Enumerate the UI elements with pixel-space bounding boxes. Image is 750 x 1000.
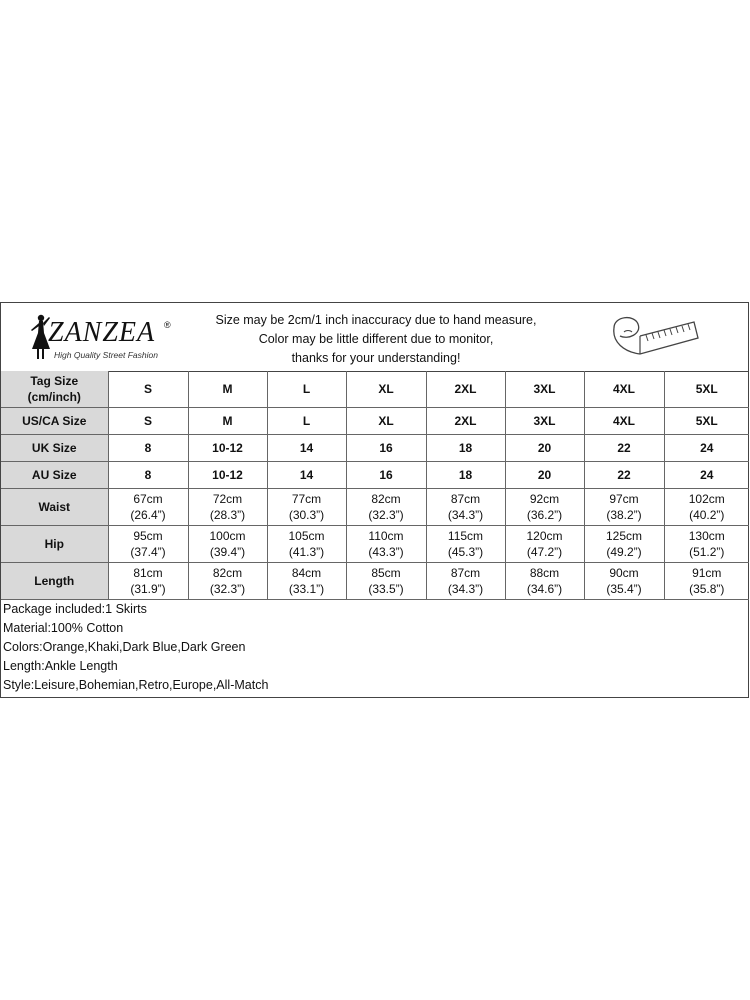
table-cell: 20 [505, 435, 584, 462]
table-cell: 5XL [664, 408, 749, 435]
info-line: Package included:1 Skirts [3, 602, 147, 616]
notice-line: thanks for your understanding! [291, 351, 461, 365]
table-cell: 87cm (34.3”) [426, 489, 505, 526]
brand-tagline: High Quality Street Fashion [54, 350, 158, 360]
row-label: US/CA Size [1, 408, 108, 435]
table-cell: 85cm (33.5”) [346, 563, 426, 600]
table-cell: XL [346, 408, 426, 435]
table-cell: L [267, 371, 346, 408]
table-cell: 82cm (32.3”) [188, 563, 267, 600]
table-cell: S [108, 371, 188, 408]
info-line: Style:Leisure,Bohemian,Retro,Europe,All-Match [3, 678, 269, 692]
size-chart-header [1, 303, 748, 372]
table-cell: 3XL [505, 408, 584, 435]
brand-name: ZANZEA [48, 317, 156, 348]
table-row [1, 489, 749, 526]
table-cell: 77cm (30.3”) [267, 489, 346, 526]
registered-mark: ® [164, 320, 171, 330]
info-line: Material:100% Cotton [3, 621, 124, 635]
table-cell: XL [346, 371, 426, 408]
info-line: Colors:Orange,Khaki,Dark Blue,Dark Green [3, 640, 246, 654]
brand-logo [28, 311, 188, 366]
table-cell: 84cm (33.1”) [267, 563, 346, 600]
table-cell: 87cm (34.3”) [426, 563, 505, 600]
table-cell: 88cm (34.6”) [505, 563, 584, 600]
table-row [1, 408, 749, 435]
table-row [1, 462, 749, 489]
row-label: Tag Size (cm/inch) [1, 371, 108, 408]
table-cell: 14 [267, 435, 346, 462]
table-row [1, 371, 749, 408]
table-cell: 16 [346, 462, 426, 489]
table-cell: 5XL [664, 371, 749, 408]
table-cell: S [108, 408, 188, 435]
table-cell: 95cm (37.4”) [108, 526, 188, 563]
product-info [1, 600, 748, 695]
table-row [1, 526, 749, 563]
table-cell: 22 [584, 435, 664, 462]
table-cell: 97cm (38.2”) [584, 489, 664, 526]
row-label: AU Size [1, 462, 108, 489]
table-cell: 100cm (39.4”) [188, 526, 267, 563]
table-cell: 82cm (32.3”) [346, 489, 426, 526]
notice-line: Color may be little different due to monitor, [258, 332, 494, 346]
table-cell: 2XL [426, 371, 505, 408]
table-cell: M [188, 408, 267, 435]
table-cell: 10-12 [188, 462, 267, 489]
table-row [1, 435, 749, 462]
table-cell: 120cm (47.2”) [505, 526, 584, 563]
table-cell: 16 [346, 435, 426, 462]
table-cell: 110cm (43.3”) [346, 526, 426, 563]
table-cell: 20 [505, 462, 584, 489]
size-table [1, 371, 749, 600]
table-cell: 22 [584, 462, 664, 489]
table-cell: 72cm (28.3”) [188, 489, 267, 526]
table-cell: 130cm (51.2”) [664, 526, 749, 563]
table-cell: 10-12 [188, 435, 267, 462]
table-row [1, 563, 749, 600]
table-cell: 105cm (41.3”) [267, 526, 346, 563]
measuring-tape-icon [606, 308, 716, 366]
table-cell: 90cm (35.4”) [584, 563, 664, 600]
table-cell: 14 [267, 462, 346, 489]
table-cell: 4XL [584, 371, 664, 408]
row-label: Hip [1, 526, 108, 563]
table-cell: 102cm (40.2”) [664, 489, 749, 526]
table-cell: 24 [664, 462, 749, 489]
table-cell: 8 [108, 462, 188, 489]
row-label: UK Size [1, 435, 108, 462]
table-cell: L [267, 408, 346, 435]
table-cell: 18 [426, 435, 505, 462]
table-cell: 18 [426, 462, 505, 489]
table-cell: 81cm (31.9”) [108, 563, 188, 600]
table-cell: 115cm (45.3”) [426, 526, 505, 563]
table-cell: 24 [664, 435, 749, 462]
table-cell: 8 [108, 435, 188, 462]
measurement-notice [191, 311, 561, 368]
table-cell: 4XL [584, 408, 664, 435]
table-cell: 2XL [426, 408, 505, 435]
size-chart [0, 302, 749, 698]
row-label: Length [1, 563, 108, 600]
table-cell: 92cm (36.2”) [505, 489, 584, 526]
table-cell: 67cm (26.4”) [108, 489, 188, 526]
notice-line: Size may be 2cm/1 inch inaccuracy due to hand measure, [215, 313, 537, 327]
table-cell: 3XL [505, 371, 584, 408]
row-label: Waist [1, 489, 108, 526]
table-cell: 125cm (49.2”) [584, 526, 664, 563]
table-cell: M [188, 371, 267, 408]
table-cell: 91cm (35.8”) [664, 563, 749, 600]
info-line: Length:Ankle Length [3, 659, 118, 673]
